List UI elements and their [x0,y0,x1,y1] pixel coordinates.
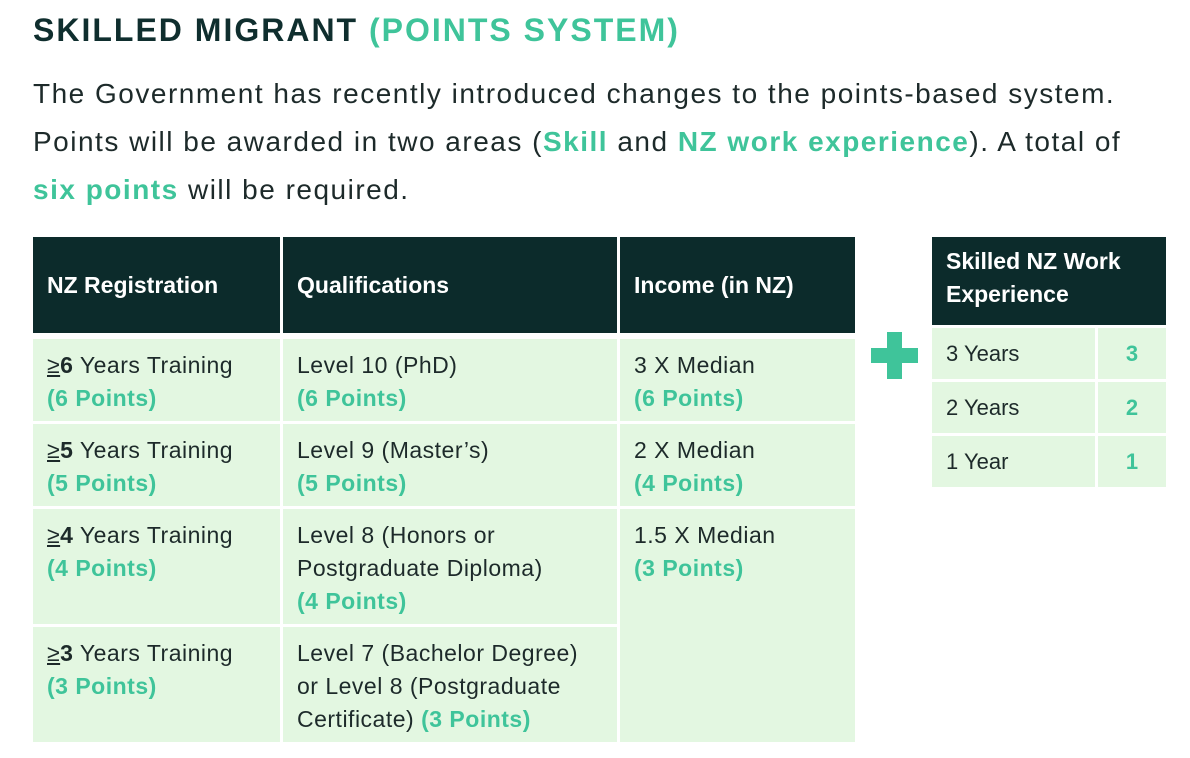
registration-text: Years Training [73,437,234,463]
income-cell [620,333,855,421]
points-label: (4 Points) [297,588,407,614]
title-main: SKILLED MIGRANT [33,12,359,48]
income-cell [620,421,855,506]
greater-equal-symbol: ≥ [47,437,61,463]
years-number: 3 [60,640,74,666]
intro-highlight-six-points: six points [33,174,179,205]
points-table [30,237,858,742]
points-label: (3 Points) [47,673,157,699]
intro-text-2: ). A total of [969,126,1122,157]
header-nz-registration: NZ Registration [33,237,280,333]
title-accent: (POINTS SYSTEM) [368,12,680,48]
registration-text: Years Training [73,522,234,548]
registration-text: Years Training [73,640,234,666]
qualification-cell [283,421,617,506]
page-title [33,12,680,49]
greater-equal-symbol: ≥ [47,522,61,548]
intro-highlight-skill: Skill [542,126,609,157]
points-label: (4 Points) [47,555,157,581]
work-experience-table [932,237,1166,487]
header-income: Income (in NZ) [620,237,855,333]
qualification-text: Level 9 (Master’s) [297,437,490,463]
experience-points: 2 [1095,379,1166,433]
qualification-text: Level 10 (PhD) [297,352,458,378]
income-cell [620,506,855,742]
years-number: 4 [60,522,74,548]
registration-cell [33,506,280,624]
experience-points: 1 [1095,433,1166,487]
greater-equal-symbol: ≥ [47,352,61,378]
header-qualifications: Qualifications [283,237,617,333]
income-text: 2 X Median [634,437,756,463]
qualification-cell [283,333,617,421]
intro-text-3: will be required. [178,174,410,205]
experience-label: 2 Years [932,379,1095,433]
registration-cell [33,624,280,742]
points-label: (6 Points) [634,385,744,411]
table-row [33,506,855,624]
experience-points: 3 [1095,325,1166,379]
qualification-cell [283,506,617,624]
qualification-text: Level 7 (Bachelor Degree) or Level 8 (Postgraduate Certificate) [297,640,578,732]
registration-cell [33,333,280,421]
years-number: 6 [60,352,74,378]
registration-text: Years Training [73,352,234,378]
points-label: (3 Points) [421,706,531,732]
points-label: (4 Points) [634,470,744,496]
header-work-experience: Skilled NZ Work Experience [932,237,1166,325]
points-label: (3 Points) [634,555,744,581]
points-label: (5 Points) [297,470,407,496]
intro-text-and: and [608,126,678,157]
greater-equal-symbol: ≥ [47,640,61,666]
table-row [932,325,1166,379]
qualification-cell [283,624,617,742]
table-row [932,433,1166,487]
income-text: 3 X Median [634,352,756,378]
intro-highlight-nz-work: NZ work experience [677,126,970,157]
years-number: 5 [60,437,74,463]
table-row [33,333,855,421]
intro-text-1: The Government has recently introduced changes to the points-based system. Points will be awarded in two areas ( [33,78,1116,157]
registration-cell [33,421,280,506]
intro-paragraph [33,70,1153,214]
points-label: (6 Points) [297,385,407,411]
table-row [33,421,855,506]
points-label: (6 Points) [47,385,157,411]
qualification-text: Level 8 (Honors or Postgraduate Diploma) [297,522,543,581]
experience-label: 1 Year [932,433,1095,487]
table-row [932,379,1166,433]
points-label: (5 Points) [47,470,157,496]
plus-icon [871,332,918,379]
experience-label: 3 Years [932,325,1095,379]
income-text: 1.5 X Median [634,522,776,548]
